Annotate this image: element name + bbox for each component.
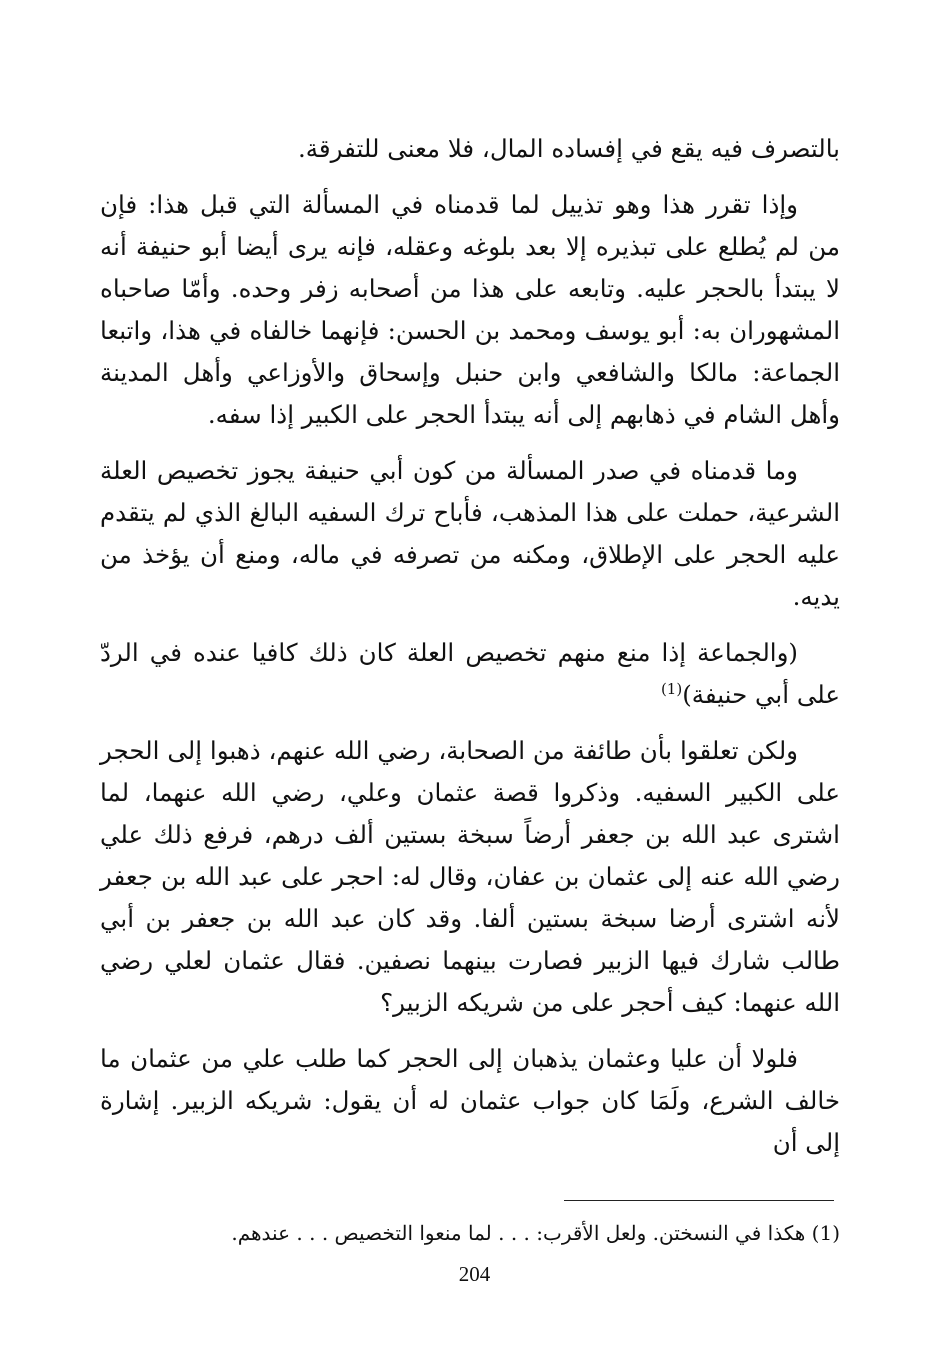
paragraph-5: ولكن تعلقوا بأن طائفة من الصحابة، رضي الله عنهم، ذهبوا إلى الحجر على الكبير السفيه. وذكروا قصة عثمان وعلي، رضي الله عنهما، لما اشترى عبد الله بن جعفر أرضاً سبخة بستين ألف درهم، فرفع ذلك علي رضي الله عنه إلى عثمان بن عفان، وقال له: احجر على عبد الله بن جعفر لأنه اشترى أرضا سبخة بستين ألفا. وقد كان عبد الله بن جعفر بن أبي طالب شارك فيها الزبير فصارت بينهما نصفين. فقال عثمان لعلي رضي الله عنهما: كيف أحجر على من شريكه الزبير؟ — [100, 736, 840, 1017]
paragraph-1: بالتصرف فيه يقع في إفساده المال، فلا معنى للتفرقة. — [297, 134, 840, 163]
paragraph-2: وإذا تقرر هذا وهو تذييل لما قدمناه في المسألة التي قبل هذا: فإن من لم يُطلع على تبذيره إلا بعد بلوغه وعقله، فإنه يرى أيضا أبو حنيفة أنه لا يبتدأ بالحجر عليه. وتابعه على هذا من أصحابه زفر وحده. وأمّا صاحباه المشهوران به: أبو يوسف ومحمد بن الحسن: فإنهما خالفاه في هذا، واتبعا الجماعة: مالكا والشافعي وابن حنبل وإسحاق والأوزاعي وأهل المدينة وأهل الشام في ذهابهم إلى أنه يبتدأ الحجر على الكبير إذا سفه. — [100, 190, 840, 429]
paragraph-4 — [100, 632, 840, 716]
main-text — [100, 128, 840, 1164]
page-number: 204 — [458, 1262, 491, 1286]
footnote: (1) هكذا في النسختن. ولعل الأقرب: . . . لما منعوا التخصيص . . . عندهم. — [231, 1221, 840, 1245]
footnote-divider — [564, 1200, 834, 1201]
paragraph-4-text: (والجماعة إذا منع منهم تخصيص العلة كان ذلك كافيا عنده في الردّ على أبي حنيفة) — [100, 638, 840, 709]
footnote-reference[interactable]: (1) — [660, 679, 683, 698]
paragraph-6: فلولا أن عليا وعثمان يذهبان إلى الحجر كما طلب علي من عثمان ما خالف الشرع، ولَمَا كان جواب عثمان له أن يقول: شريكه الزبير. إشارة إلى أن — [100, 1044, 840, 1157]
paragraph-3: وما قدمناه في صدر المسألة من كون أبي حنيفة يجوز تخصيص العلة الشرعية، حملت على هذا المذهب، فأباح ترك السفيه البالغ الذي لم يتقدم عليه الحجر على الإطلاق، ومكنه من تصرفه في ماله، ومنع أن يؤخذ من يديه. — [100, 456, 840, 611]
